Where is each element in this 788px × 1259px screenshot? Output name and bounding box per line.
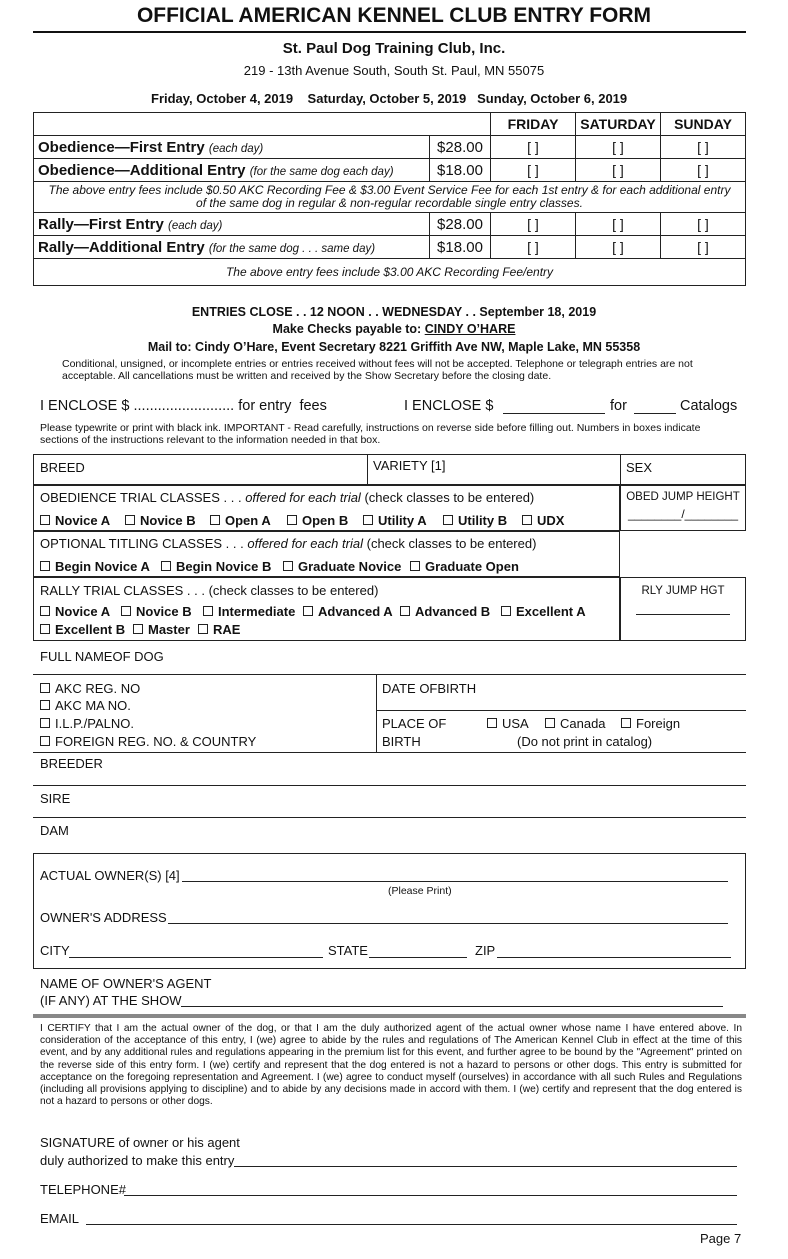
please-print-note: (Please Print) (388, 885, 452, 897)
instructions-text: Please typewrite or print with black ink. IMPORTANT - Read carefully, instructions on reverse side before filling out. Numbers in boxes indicate sections of the instructions relevant to the information needed in that box. (40, 422, 701, 446)
city-field[interactable] (69, 957, 323, 958)
fee-price: $18.00 (430, 159, 491, 182)
actual-owner-field[interactable] (182, 881, 728, 882)
sunday-checkbox[interactable]: [ ] (661, 236, 746, 259)
fee-row (34, 159, 746, 182)
sire-rule (33, 817, 746, 818)
date-of-birth-label[interactable]: DATE OFBIRTH (382, 681, 477, 696)
dob-rule (376, 710, 746, 711)
checkbox-icon (283, 561, 293, 571)
club-name: St. Paul Dog Training Club, Inc. (282, 40, 506, 57)
option-label: Excellent B (55, 622, 126, 637)
place-of-label: PLACE OF (382, 716, 447, 731)
state-field[interactable] (369, 957, 467, 958)
fee-label: Rally—First Entry (38, 215, 164, 233)
agent-label-line1: NAME OF OWNER'S AGENT (40, 976, 212, 991)
fee-sub: (for the same dog each day) (249, 165, 394, 178)
rally-rae-checkbox[interactable] (198, 622, 240, 637)
signature-label-line1: SIGNATURE of owner or his agent (40, 1135, 240, 1150)
friday-checkbox[interactable]: [ ] (491, 236, 576, 259)
obed-utility-b-checkbox[interactable] (443, 513, 507, 528)
full-name-label[interactable]: FULL NAMEOF DOG (40, 649, 164, 664)
birth-usa-checkbox[interactable] (487, 716, 529, 731)
mail-to: Mail to: Cindy O’Hare, Event Secretary 8221 Griffith Ave NW, Maple Lake, MN 55358 (147, 340, 641, 354)
option-label: Utility A (378, 513, 427, 528)
option-label: Advanced B (415, 604, 491, 619)
option-label: Begin Novice A (55, 559, 150, 574)
checkbox-icon (40, 736, 50, 746)
sunday-checkbox[interactable]: [ ] (661, 159, 746, 182)
obedience-offered: offered for each trial (245, 490, 361, 505)
akc-ma-no-checkbox[interactable] (40, 698, 131, 713)
checkbox-icon (161, 561, 171, 571)
owners-address-label: OWNER'S ADDRESS (40, 910, 167, 925)
checkbox-icon (487, 718, 497, 728)
event-dates: Friday, October 4, 2019 Saturday, October 5, 2019 Sunday, October 6, 2019 (151, 91, 628, 106)
actual-owner-label: ACTUAL OWNER(S) [4] (40, 868, 180, 883)
enclose-catalog-post: Catalogs (680, 398, 738, 414)
fee-label: Obedience—First Entry (38, 138, 205, 156)
graduate-novice-checkbox[interactable] (283, 559, 401, 574)
option-label: Novice A (55, 604, 111, 619)
ilp-palno-checkbox[interactable] (40, 716, 134, 731)
rally-excellent-b-checkbox[interactable] (40, 622, 125, 637)
option-label: Foreign (636, 716, 681, 731)
city-label: CITY (40, 943, 70, 958)
checkbox-icon (287, 515, 297, 525)
enclose-catalog-count-line[interactable] (634, 413, 676, 414)
rally-advanced-b-checkbox[interactable] (400, 604, 490, 619)
fee-price: $28.00 (430, 213, 491, 236)
checkbox-icon (203, 606, 213, 616)
fee-sub: (for the same dog . . . same day) (208, 242, 376, 255)
optional-check-note: (check classes to be entered) (366, 536, 537, 551)
obedience-fee-note: The above entry fees include $0.50 AKC Recording Fee & $3.00 Event Service Fee for each 1st entry & for each additional entry of the same dog in regular & non-regular recordable single entry classes. (34, 182, 746, 213)
state-label: STATE (328, 943, 368, 958)
page-number: Page 7 (700, 1231, 742, 1246)
rally-fee-note: The above entry fees include $3.00 AKC Recording Fee/entry (34, 259, 746, 286)
obed-jump-height-label: OBED JUMP HEIGHT (626, 491, 740, 503)
checkbox-icon (40, 515, 50, 525)
fee-sub: (each day) (208, 142, 264, 155)
option-label: Canada (560, 716, 606, 731)
option-label: UDX (537, 513, 565, 528)
obed-utility-a-checkbox[interactable] (363, 513, 427, 528)
agent-label-line2: (IF ANY) AT THE SHOW (40, 993, 182, 1008)
checkbox-icon (40, 718, 50, 728)
section-divider (33, 1014, 746, 1018)
entries-close: ENTRIES CLOSE . . 12 NOON . . WEDNESDAY . . September 18, 2019 (191, 305, 597, 319)
enclose-catalog-label: I ENCLOSE $ (404, 398, 494, 414)
fee-table (33, 112, 746, 286)
rally-classes-label: RALLY TRIAL CLASSES . . . (check classes to be entered) (40, 583, 379, 598)
telephone-field[interactable] (124, 1195, 737, 1196)
rally-excellent-a-checkbox[interactable] (501, 604, 586, 619)
checks-payable (0, 322, 788, 336)
option-label: Graduate Novice (298, 559, 402, 574)
variety-label[interactable]: VARIETY [1] (373, 458, 446, 473)
fee-price: $28.00 (430, 136, 491, 159)
conditions-text: Conditional, unsigned, or incomplete entries or entries received without fees will not be accepted. Telephone or telegraph entries are not acceptable. All cancellations must be written and received by the Show Secretary before the closing date. (62, 358, 693, 382)
fee-price: $18.00 (430, 236, 491, 259)
checkbox-icon (522, 515, 532, 525)
full-name-rule (33, 674, 746, 675)
fee-row (34, 136, 746, 159)
sex-label[interactable]: SEX (626, 460, 653, 475)
checkbox-icon (210, 515, 220, 525)
zip-label: ZIP (475, 943, 496, 958)
checkbox-icon (400, 606, 410, 616)
birth-foreign-checkbox[interactable] (621, 716, 680, 731)
friday-checkbox[interactable]: [ ] (491, 136, 576, 159)
owners-address-field[interactable] (168, 923, 728, 924)
do-not-print-note: (Do not print in catalog) (517, 734, 653, 749)
checkbox-icon (501, 606, 511, 616)
checkbox-icon (198, 624, 208, 634)
saturday-checkbox[interactable]: [ ] (576, 236, 661, 259)
akc-reg-no-checkbox[interactable] (40, 681, 140, 696)
dam-label[interactable]: DAM (40, 823, 69, 838)
form-title: OFFICIAL AMERICAN KENNEL CLUB ENTRY FORM (136, 4, 652, 27)
breeder-rule (33, 785, 746, 786)
begin-novice-b-checkbox[interactable] (161, 559, 271, 574)
fee-label: Rally—Additional Entry (38, 238, 205, 256)
obed-open-a-checkbox[interactable] (210, 513, 271, 528)
checkbox-icon (545, 718, 555, 728)
rly-jump-hgt-label: RLY JUMP HGT (641, 585, 725, 597)
rally-novice-a-checkbox[interactable] (40, 604, 110, 619)
option-label: AKC MA NO. (55, 698, 131, 713)
fee-label: Obedience—Additional Entry (38, 161, 246, 179)
option-label: Open B (302, 513, 349, 528)
sunday-checkbox[interactable]: [ ] (661, 136, 746, 159)
option-label: USA (502, 716, 529, 731)
birth-canada-checkbox[interactable] (545, 716, 606, 731)
option-label: Excellent A (516, 604, 586, 619)
obed-novice-a-checkbox[interactable] (40, 513, 110, 528)
fee-row (34, 213, 746, 236)
graduate-open-checkbox[interactable] (410, 559, 519, 574)
optional-classes-heading (40, 536, 536, 551)
checkbox-icon (443, 515, 453, 525)
friday-checkbox[interactable]: [ ] (491, 213, 576, 236)
optional-classes-label: OPTIONAL TITLING CLASSES . . . (40, 536, 244, 551)
option-label: Utility B (458, 513, 508, 528)
obedience-classes-label: OBEDIENCE TRIAL CLASSES . . . (40, 490, 242, 505)
checkbox-icon (40, 561, 50, 571)
email-field[interactable] (86, 1224, 737, 1225)
checks-payable-label: Make Checks payable to: (272, 322, 425, 336)
obed-jump-height-field[interactable]: ________/________ (627, 507, 739, 521)
saturday-header: SATURDAY (576, 113, 661, 136)
breed-divider (367, 454, 368, 485)
reg-bottom-rule (33, 752, 746, 753)
rly-jump-hgt-field[interactable] (636, 614, 730, 615)
checkbox-icon (40, 624, 50, 634)
zip-field[interactable] (497, 957, 731, 958)
telephone-label: TELEPHONE# (40, 1182, 126, 1197)
saturday-checkbox[interactable]: [ ] (576, 213, 661, 236)
saturday-checkbox[interactable]: [ ] (576, 136, 661, 159)
rally-intermediate-checkbox[interactable] (203, 604, 295, 619)
rally-novice-b-checkbox[interactable] (121, 604, 192, 619)
option-label: Novice B (136, 604, 192, 619)
agent-field[interactable] (181, 1006, 723, 1007)
checkbox-icon (410, 561, 420, 571)
option-label: Open A (225, 513, 271, 528)
option-label: Novice A (55, 513, 111, 528)
enclose-catalog-amount-line[interactable] (503, 413, 605, 414)
checkbox-icon (133, 624, 143, 634)
variety-divider (620, 454, 621, 485)
friday-checkbox[interactable]: [ ] (491, 159, 576, 182)
option-label: FOREIGN REG. NO. & COUNTRY (55, 734, 257, 749)
option-label: Novice B (140, 513, 196, 528)
rally-master-checkbox[interactable] (133, 622, 190, 637)
rally-advanced-a-checkbox[interactable] (303, 604, 393, 619)
checkbox-icon (303, 606, 313, 616)
option-label: I.L.P./PALNO. (55, 716, 135, 731)
fee-sub: (each day) (168, 219, 223, 232)
obed-novice-b-checkbox[interactable] (125, 513, 196, 528)
obedience-check-note: (check classes to be entered) (364, 490, 535, 505)
option-label: Intermediate (218, 604, 296, 619)
sunday-checkbox[interactable]: [ ] (661, 213, 746, 236)
breeder-label[interactable]: BREEDER (40, 756, 103, 771)
certify-text: I CERTIFY that I am the actual owner of the dog, or that I am the duly authorized agent of the actual owner whose name I have entered above. In consideration of the acceptance of this entry, I (we) agree to abide by the rules and regulations of The American Kennel Club in effect at the time of this event, and by any additional rules and regulations appearing in the premium list for this event, and further agree to be bound by the "Agreement" printed on the reverse side of this entry form. I (we) certify and represent that the dog entered is not a hazard to persons or other dogs. This entry is submitted for acceptance on the foregoing representation and Agreement. I (we) agree to conduct myself (ourselves) in accordance with all such Rules and Regulations (including all provisions applying to discipline) and to abide by any decisions made in accord with them. I (we) certify and represent that the dog entered is not a hazard to persons or other dogs. (40, 1023, 742, 1108)
sunday-header: SUNDAY (661, 113, 746, 136)
reg-divider (376, 674, 377, 752)
obed-udx-checkbox[interactable] (522, 513, 564, 528)
signature-field[interactable] (234, 1166, 737, 1167)
checkbox-icon (40, 683, 50, 693)
email-label: EMAIL (40, 1211, 80, 1226)
checkbox-icon (40, 700, 50, 710)
checks-payable-name: CINDY O’HARE (424, 322, 516, 336)
option-label: RAE (213, 622, 241, 637)
checkbox-icon (121, 606, 131, 616)
sire-label[interactable]: SIRE (40, 791, 71, 806)
option-label: AKC REG. NO (55, 681, 141, 696)
friday-header: FRIDAY (491, 113, 576, 136)
option-label: Master (148, 622, 190, 637)
enclose-catalog-for: for (610, 398, 627, 414)
signature-label-line2: duly authorized to make this entry (40, 1153, 235, 1168)
option-label: Advanced A (318, 604, 393, 619)
checkbox-icon (40, 606, 50, 616)
optional-offered: offered for each trial (247, 536, 363, 551)
enclose-fee[interactable]: I ENCLOSE $ ......................... for entry fees (40, 398, 327, 414)
obedience-classes-heading (40, 490, 534, 505)
title-rule (33, 31, 746, 33)
birth-label: BIRTH (382, 734, 421, 749)
club-address: 219 - 13th Avenue South, South St. Paul, MN 55075 (243, 63, 545, 78)
checkbox-icon (363, 515, 373, 525)
breed-label[interactable]: BREED (40, 460, 85, 475)
option-label: Graduate Open (425, 559, 519, 574)
foreign-reg-checkbox[interactable] (40, 734, 256, 749)
checkbox-icon (621, 718, 631, 728)
saturday-checkbox[interactable]: [ ] (576, 159, 661, 182)
begin-novice-a-checkbox[interactable] (40, 559, 150, 574)
option-label: Begin Novice B (176, 559, 272, 574)
checkbox-icon (125, 515, 135, 525)
fee-row (34, 236, 746, 259)
obed-open-b-checkbox[interactable] (287, 513, 348, 528)
